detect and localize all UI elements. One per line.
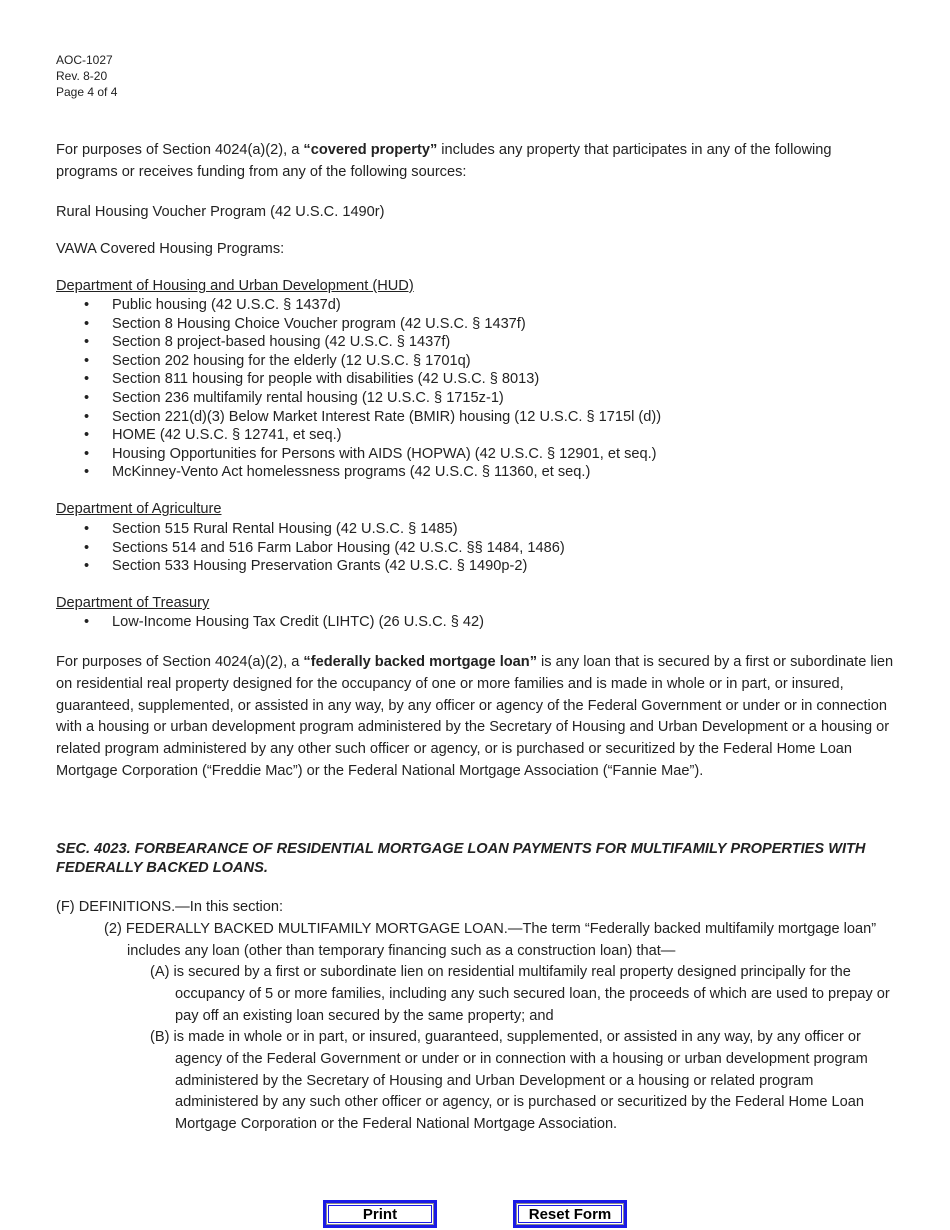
dept-treasury-heading: Department of Treasury (56, 595, 210, 611)
list-item: • Section 202 housing for the elderly (12 U.S.C. § 1701q) (84, 352, 471, 369)
print-button[interactable] (323, 1200, 437, 1228)
print-button-label: Print (326, 1203, 434, 1225)
bullet-icon: • (84, 521, 90, 537)
bullet-icon: • (84, 352, 90, 369)
bullet-icon: • (84, 464, 90, 481)
reset-form-button-label: Reset Form (516, 1203, 624, 1225)
definition-sub-a: (A) is secured by a first or subordinate lien on residential multifamily real property designed principally for the occupancy of 5 or more families, including any such secured loan, the proceeds of which are used to prepay or pay off an existing loan secured by the same property; and (150, 964, 890, 1024)
list-item: • Public housing (42 U.S.C. § 1437d) (84, 297, 341, 313)
federally-backed-loan-term: “federally backed mortgage loan” (303, 654, 537, 670)
federally-backed-loan-paragraph: For purposes of Section 4024(a)(2), a “federally backed mortgage loan” is any loan that is secured by a first or subordinate lien on residential real property designed for the occupancy of one or more families and is made in whole or in part, or insured, guaranteed, supplemented, or assisted in any way, by any officer or agency of the Federal Government or under or in connection with a housing or urban development program administered by the Secretary of Housing and Urban Development or a housing or related program administered by any other such officer or agency, or is purchased or securitized by the Federal Home Loan Mortgage Corporation (“Freddie Mac”) or the Federal National Mortgage Association (“Fannie Mae”). (56, 654, 894, 779)
bullet-icon: • (84, 389, 90, 406)
bullet-icon: • (84, 445, 90, 462)
bullet-icon: • (84, 558, 90, 575)
reset-form-button[interactable] (513, 1200, 627, 1228)
list-item: • Section 515 Rural Rental Housing (42 U.S.C. § 1485) (84, 521, 458, 537)
list-item: • Section 8 project-based housing (42 U.S.C. § 1437f) (84, 334, 451, 351)
vawa-heading: VAWA Covered Housing Programs: (56, 241, 285, 257)
list-item: • HOME (42 U.S.C. § 12741, et seq.) (84, 427, 342, 444)
definition-item-2: (2) FEDERALLY BACKED MULTIFAMILY MORTGAGE LOAN.—The term “Federally backed multifamily mortgage loan” includes any loan (other than temporary financing such as a construction loan) that— (104, 921, 877, 959)
list-item: • Housing Opportunities for Persons with AIDS (HOPWA) (42 U.S.C. § 12901, et seq.) (84, 445, 657, 462)
bullet-icon: • (84, 614, 90, 630)
bullet-icon: • (84, 371, 90, 388)
bullet-icon: • (84, 427, 90, 444)
list-item: • Sections 514 and 516 Farm Labor Housing (42 U.S.C. §§ 1484, 1486) (84, 539, 565, 556)
list-item: • Section 533 Housing Preservation Grants (42 U.S.C. § 1490p-2) (84, 558, 528, 575)
hud-program-list (56, 296, 661, 482)
covered-property-term: “covered property” (303, 142, 438, 158)
form-revision: Rev. 8-20 (56, 69, 108, 83)
covered-property-paragraph: For purposes of Section 4024(a)(2), a “covered property” includes any property that participates in any of the following programs or receives funding from any of the following sources: (56, 142, 832, 180)
definitions-label: (F) DEFINITIONS.—In this section: (56, 899, 284, 915)
list-item: • Section 236 multifamily rental housing (12 U.S.C. § 1715z-1) (84, 389, 504, 406)
sec-4023-heading: SEC. 4023. FORBEARANCE OF RESIDENTIAL MORTGAGE LOAN PAYMENTS FOR MULTIFAMILY PROPERTIES WITH FEDERALLY BACKED LOANS. (56, 841, 866, 876)
form-id: AOC-1027 (56, 53, 113, 67)
bullet-icon: • (84, 334, 90, 351)
rural-housing-line: Rural Housing Voucher Program (42 U.S.C. 1490r) (56, 204, 385, 220)
page-number: Page 4 of 4 (56, 85, 118, 99)
bullet-icon: • (84, 539, 90, 556)
dept-hud-heading: Department of Housing and Urban Development (HUD) (56, 278, 414, 294)
form-header (56, 52, 117, 100)
list-item: • McKinney-Vento Act homelessness programs (42 U.S.C. § 11360, et seq.) (84, 464, 591, 481)
dept-agriculture-heading: Department of Agriculture (56, 501, 222, 517)
agriculture-program-list (56, 520, 565, 576)
list-item: • Section 8 Housing Choice Voucher program (42 U.S.C. § 1437f) (84, 315, 526, 332)
list-item: • Low-Income Housing Tax Credit (LIHTC) (26 U.S.C. § 42) (84, 614, 485, 630)
list-item: • Section 221(d)(3) Below Market Interest Rate (BMIR) housing (12 U.S.C. § 1715l (d)) (84, 408, 662, 425)
bullet-icon: • (84, 408, 90, 425)
list-item: • Section 811 housing for people with disabilities (42 U.S.C. § 8013) (84, 371, 540, 388)
treasury-program-list (56, 613, 484, 632)
bullet-icon: • (84, 315, 90, 332)
bullet-icon: • (84, 297, 90, 313)
definition-sub-b: (B) is made in whole or in part, or insured, guaranteed, supplemented, or assisted in any way, by any officer or agency of the Federal Government or under or in connection with a housing or urban development program administered by the Secretary of Housing and Urban Development or a housing or related program administered by any such other officer or agency, or is purchased or securitized by the Federal Home Loan Mortgage Corporation or the Federal National Mortgage Association. (150, 1029, 868, 1133)
